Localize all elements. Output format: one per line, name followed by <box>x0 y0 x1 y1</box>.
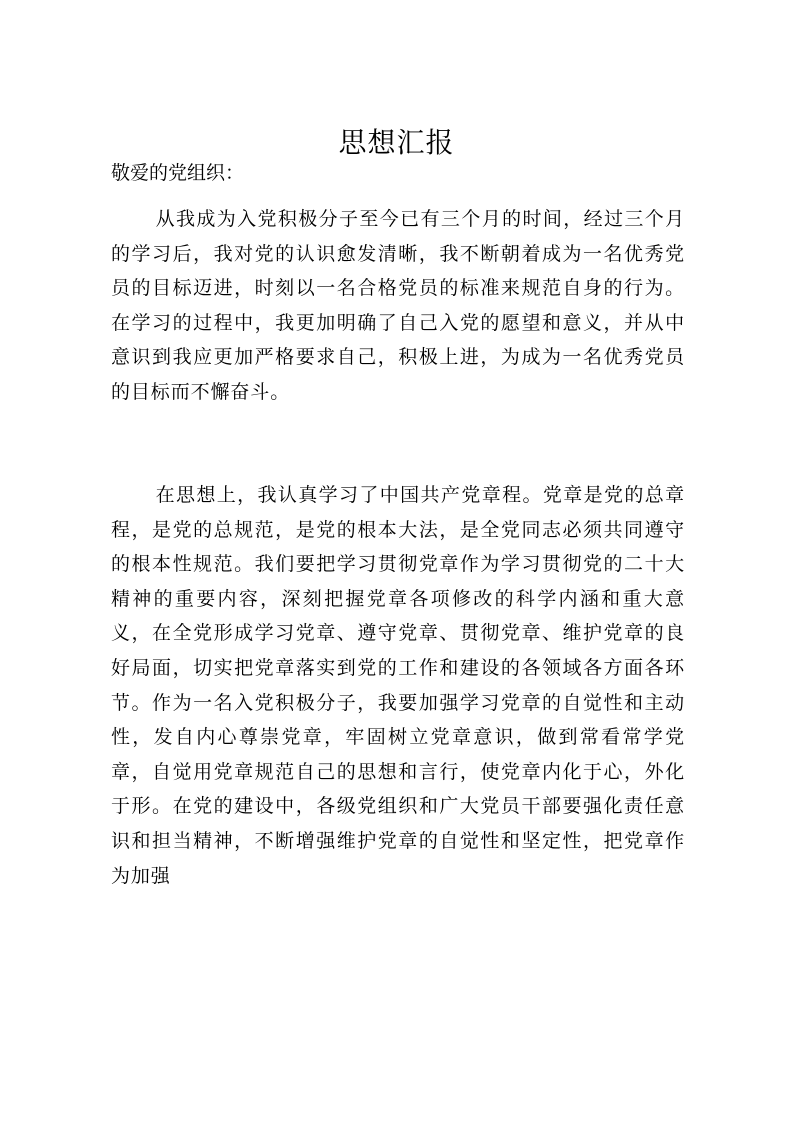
paragraph-1: 从我成为入党积极分子至今已有三个月的时间，经过三个月的学习后，我对党的认识愈发清晰，我不断朝着成为一名优秀党员的目标迈进，时刻以一名合格党员的标准来规范自身的行为。在学习的过程中，我更加明确了自己入党的愿望和意义，并从中意识到我应更加严格要求自己，积极上进，为成为一名优秀党员的目标而不懈奋斗。 <box>111 208 685 403</box>
paragraph-2: 在思想上，我认真学习了中国共产党章程。党章是党的总章程，是党的总规范，是党的根本大法，是全党同志必须共同遵守的根本性规范。我们要把学习贯彻党章作为学习贯彻党的二十大精神的重要内容，深刻把握党章各项修改的科学内涵和重大意义，在全党形成学习党章、遵守党章、贯彻党章、维护党章的良好局面，切实把党章落实到党的工作和建设的各领域各方面各环节。作为一名入党积极分子，我要加强学习党章的自觉性和主动性，发自内心尊崇党章，牢固树立党章意识，做到常看常学党章，自觉用党章规范自己的思想和言行，使党章内化于心，外化于形。在党的建设中，各级党组织和广大党员干部要强化责任意识和担当精神，不断增强维护党章的自觉性和坚定性，把党章作为加强 <box>111 484 685 887</box>
salutation: 敬爱的党组织： <box>111 162 245 184</box>
document-title: 思想汇报 <box>338 125 455 159</box>
